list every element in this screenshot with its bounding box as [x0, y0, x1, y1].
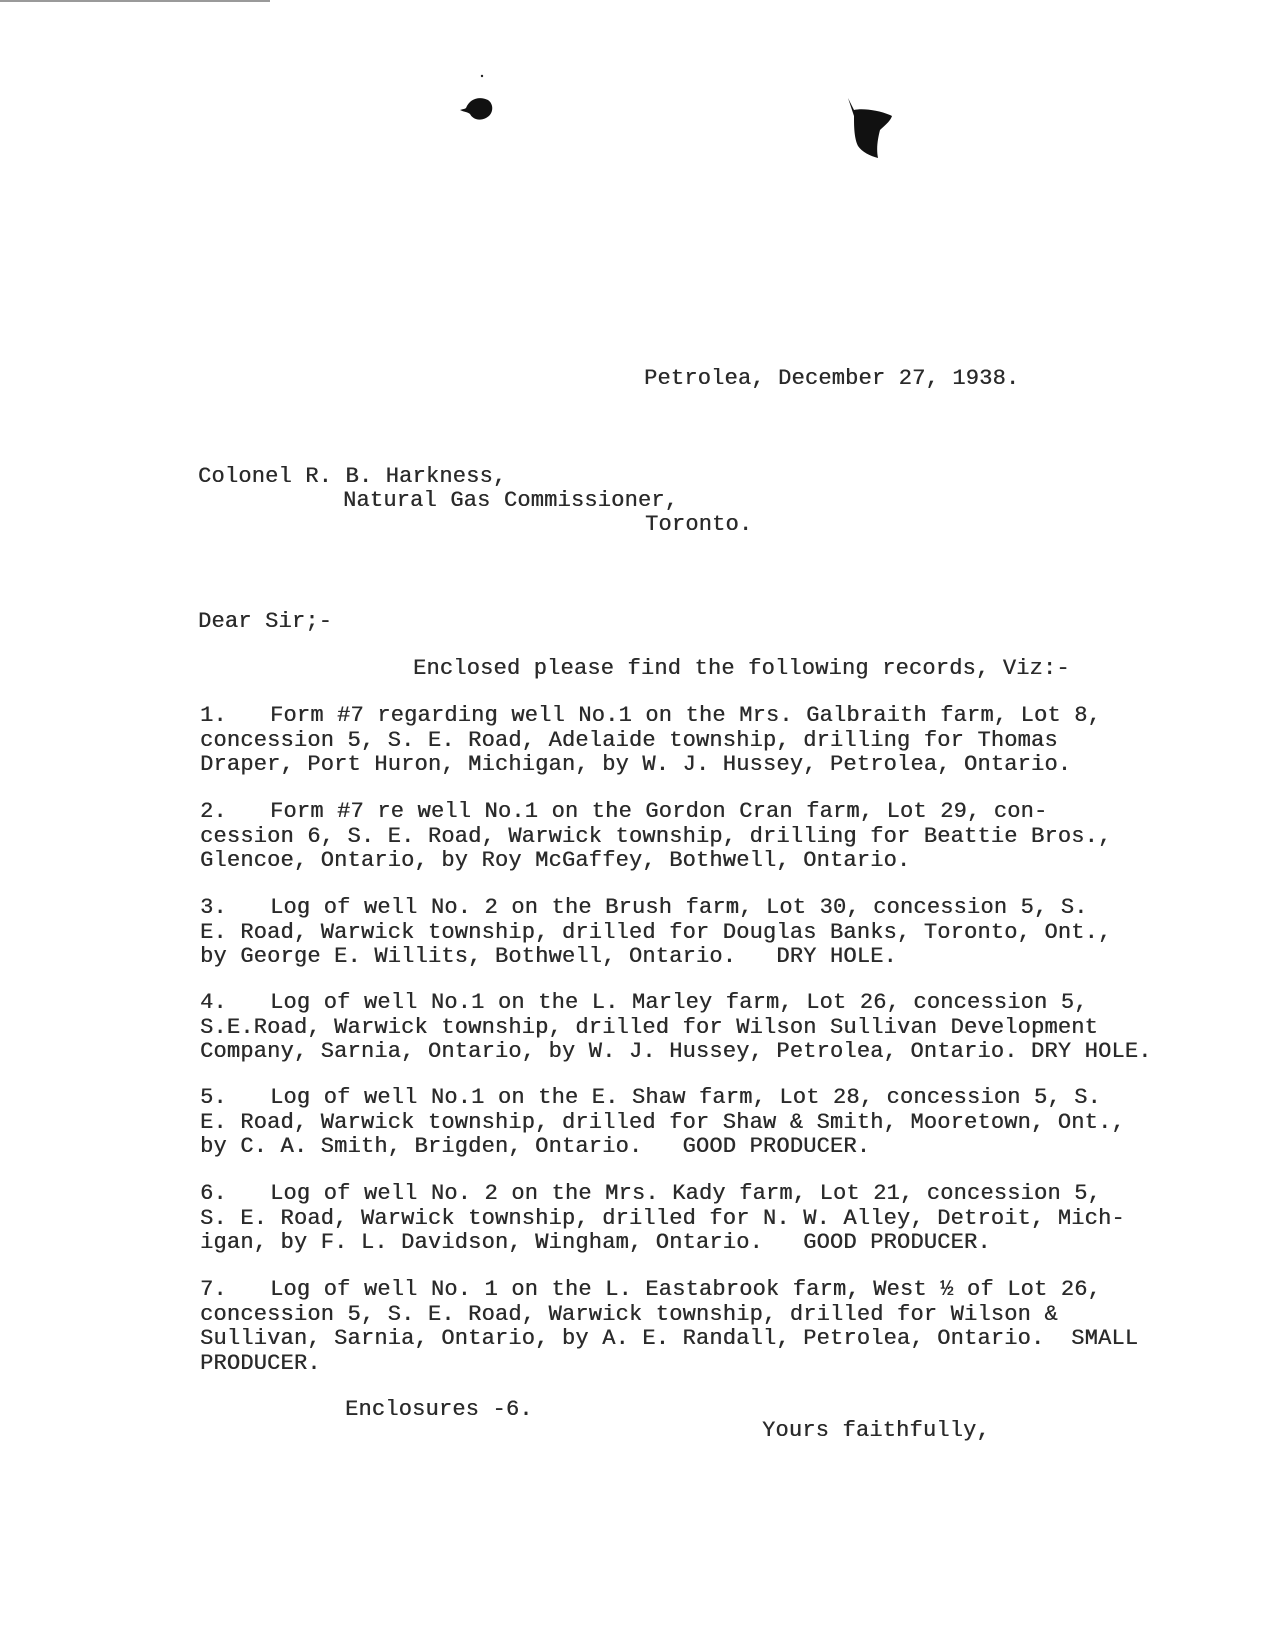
- record-line: by George E. Willits, Bothwell, Ontario. DRY HOLE.: [200, 944, 897, 969]
- recipient-name: Colonel R. B. Harkness,: [198, 464, 507, 489]
- record-line: Sullivan, Sarnia, Ontario, by A. E. Randall, Petrolea, Ontario. SMALL: [200, 1326, 1139, 1351]
- place-and-date: Petrolea, December 27, 1938.: [644, 366, 1020, 391]
- record-line: Log of well No. 2 on the Brush farm, Lot 30, concession 5, S.: [270, 895, 1088, 920]
- record-number: 2.: [200, 799, 227, 824]
- record-number: 6.: [200, 1181, 227, 1206]
- record-line: PRODUCER.: [200, 1350, 321, 1376]
- record-line: Log of well No.1 on the E. Shaw farm, Lot 28, concession 5, S.: [270, 1085, 1101, 1110]
- record-line: by C. A. Smith, Brigden, Ontario. GOOD PRODUCER.: [200, 1134, 871, 1159]
- record-item: [200, 704, 1230, 778]
- intro-line: Enclosed please find the following records, Viz:-: [413, 656, 1070, 681]
- record-line: Log of well No. 1 on the L. Eastabrook farm, West ½ of Lot 26,: [270, 1277, 1101, 1302]
- record-line: Form #7 regarding well No.1 on the Mrs. Galbraith farm, Lot 8,: [270, 703, 1101, 728]
- record-line: igan, by F. L. Davidson, Wingham, Ontario. GOOD PRODUCER.: [200, 1230, 991, 1255]
- ink-blot-left: [458, 70, 498, 130]
- record-line: E. Road, Warwick township, drilled for Shaw & Smith, Mooretown, Ont.,: [200, 1109, 1125, 1135]
- record-line: cession 6, S. E. Road, Warwick township, drilling for Beattie Bros.,: [200, 823, 1112, 849]
- recipient-title: Natural Gas Commissioner,: [343, 488, 679, 513]
- salutation: Dear Sir;-: [198, 609, 333, 634]
- record-line: S.E.Road, Warwick township, drilled for Wilson Sullivan Development: [200, 1014, 1098, 1040]
- ink-blot-right: [840, 96, 900, 166]
- record-line: S. E. Road, Warwick township, drilled for N. W. Alley, Detroit, Mich-: [200, 1205, 1125, 1231]
- record-line: Log of well No.1 on the L. Marley farm, Lot 26, concession 5,: [270, 990, 1088, 1015]
- record-line: E. Road, Warwick township, drilled for Douglas Banks, Toronto, Ont.,: [200, 919, 1112, 945]
- record-item: [200, 800, 1230, 874]
- record-line: Form #7 re well No.1 on the Gordon Cran farm, Lot 29, con-: [270, 799, 1048, 824]
- record-item: [200, 1086, 1230, 1160]
- record-item: [200, 991, 1230, 1065]
- record-number: 7.: [200, 1277, 227, 1302]
- record-line: Draper, Port Huron, Michigan, by W. J. Hussey, Petrolea, Ontario.: [200, 752, 1072, 777]
- closing: Yours faithfully,: [762, 1418, 990, 1443]
- enclosures-note: Enclosures -6.: [345, 1397, 533, 1422]
- record-item: [200, 1182, 1230, 1256]
- record-line: Company, Sarnia, Ontario, by W. J. Hussey, Petrolea, Ontario. DRY HOLE.: [200, 1039, 1152, 1064]
- record-number: 1.: [200, 703, 227, 728]
- record-number: 4.: [200, 990, 227, 1015]
- record-line: concession 5, S. E. Road, Adelaide township, drilling for Thomas: [200, 727, 1058, 753]
- scan-edge-line: [0, 0, 270, 2]
- record-number: 5.: [200, 1085, 227, 1110]
- record-line: Glencoe, Ontario, by Roy McGaffey, Bothwell, Ontario.: [200, 848, 911, 873]
- record-item: [200, 896, 1230, 970]
- record-line: concession 5, S. E. Road, Warwick township, drilled for Wilson &: [200, 1301, 1058, 1327]
- record-number: 3.: [200, 895, 227, 920]
- record-line: Log of well No. 2 on the Mrs. Kady farm, Lot 21, concession 5,: [270, 1181, 1101, 1206]
- record-item: [200, 1278, 1230, 1376]
- recipient-city: Toronto.: [645, 512, 753, 537]
